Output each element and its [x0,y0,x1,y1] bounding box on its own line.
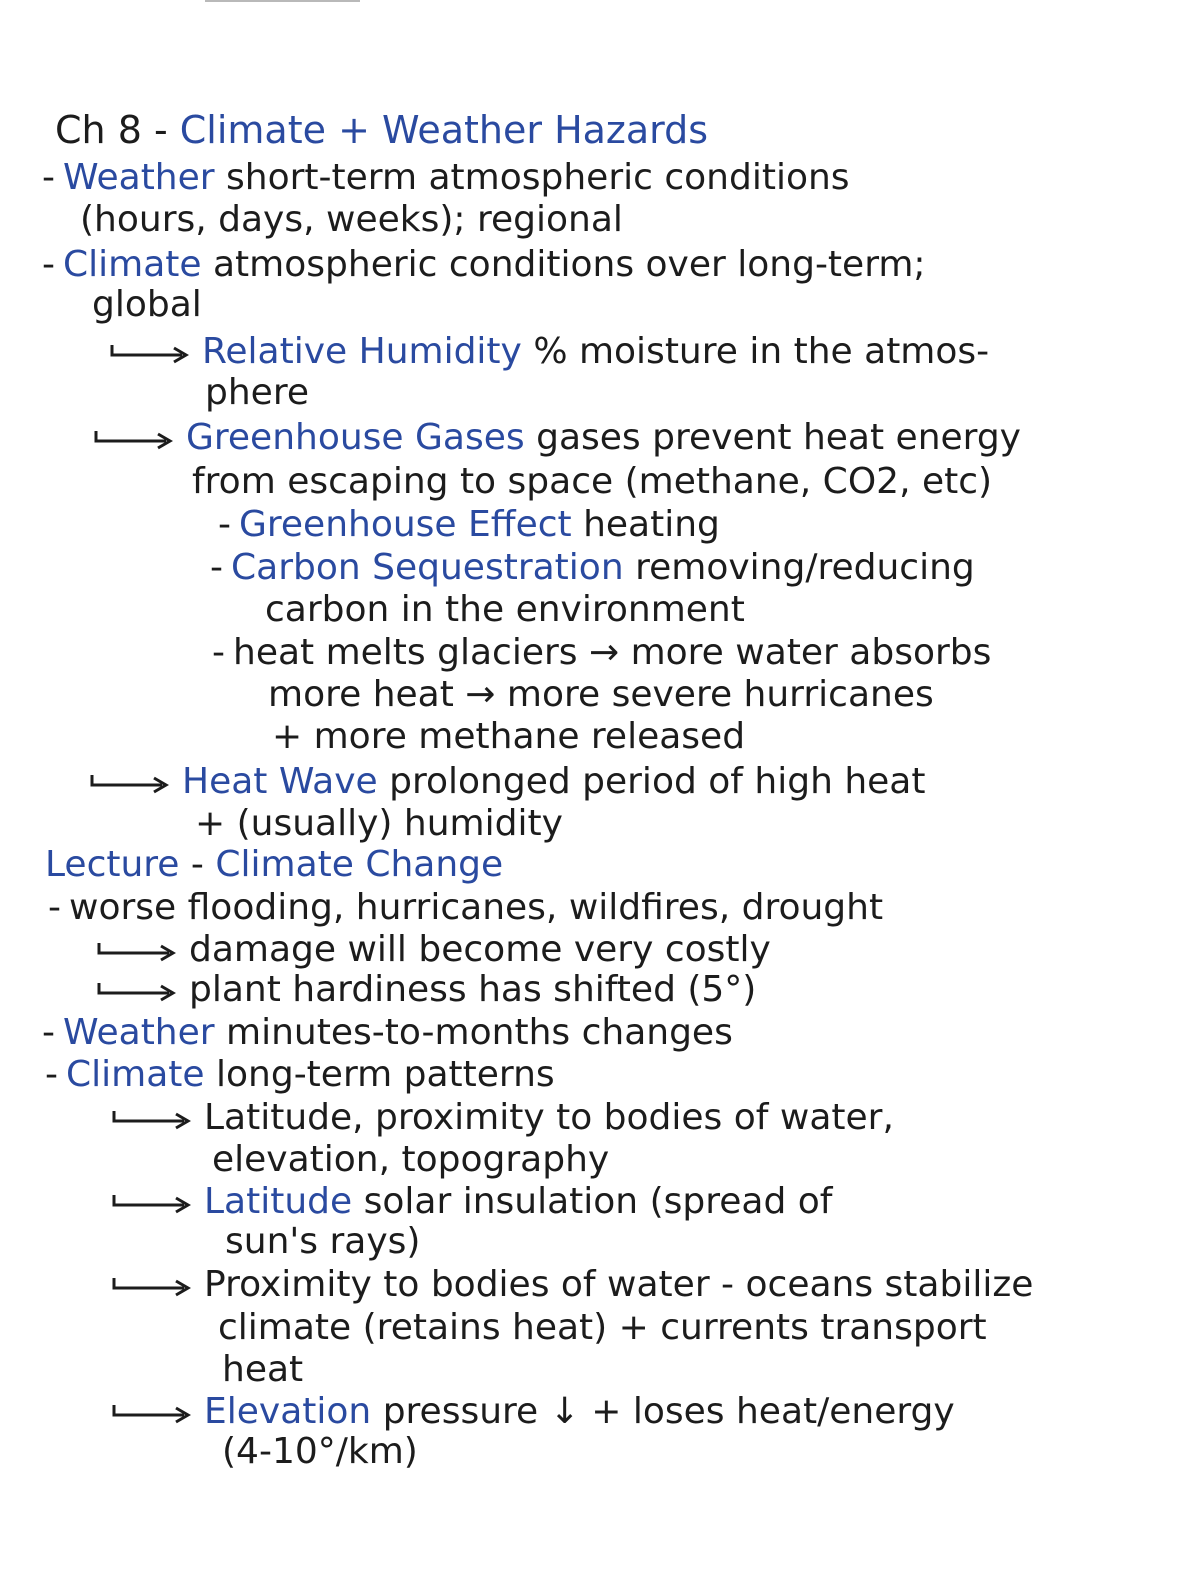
definition-text: + more methane released [272,716,746,757]
term-elevation: Elevation [204,1391,372,1432]
definition-text: carbon in the environment [265,589,745,630]
definition-text: Proximity to bodies of water - oceans stabilize [204,1264,1034,1305]
note-line [195,804,563,844]
note-line [95,970,756,1010]
note-line [222,1350,303,1390]
hooked-right-arrow-icon [108,332,192,372]
note-line [45,1055,555,1095]
term-greenhouse-gases: Greenhouse Gases [186,417,525,458]
definition-text: (4-10°/km) [222,1431,418,1472]
dash-bullet: - [42,244,55,285]
definition-text: climate (retains heat) + currents transport [218,1307,987,1348]
note-line [92,285,202,325]
note-line [218,505,720,545]
lecture-label: Lecture [45,844,180,885]
title-prefix: Ch 8 - [55,108,168,152]
note-line [268,675,934,715]
note-line [42,245,926,285]
title-text: Climate + Weather Hazards [179,108,709,152]
definition-text: elevation, topography [212,1139,610,1180]
note-line [95,930,771,970]
term-heat-wave: Heat Wave [182,761,378,802]
definition-text: long-term patterns [216,1054,555,1095]
definition-text: global [92,284,202,325]
term-greenhouse-effect: Greenhouse Effect [239,504,572,545]
lecture-heading [45,845,503,885]
definition-text: damage will become very costly [189,929,771,970]
definition-text: from escaping to space (methane, CO2, etc) [192,461,993,502]
note-line [212,633,991,673]
note-line [88,762,925,802]
term-climate: Climate [63,244,202,285]
lecture-separator: - [190,844,204,885]
dash-bullet: - [210,547,223,588]
definition-text: plant hardiness has shifted (5°) [189,969,757,1010]
note-line [225,1222,420,1262]
definition-text: heat [222,1349,304,1390]
note-line [218,1308,987,1348]
page-title [55,110,708,150]
definition-text: % moisture in the atmos- [533,331,990,372]
hooked-right-arrow-icon [95,970,179,1010]
dash-bullet: - [48,887,61,928]
hooked-right-arrow-icon [92,418,176,458]
definition-text: more heat → more severe hurricanes [268,674,934,715]
definition-text: atmospheric conditions over long-term; [213,244,926,285]
note-line [212,1140,609,1180]
hooked-right-arrow-icon [95,930,179,970]
definition-text: heat melts glaciers → more water absorbs [233,632,992,673]
definition-text: minutes-to-months changes [226,1012,733,1053]
note-line [205,373,309,413]
dash-bullet: - [212,632,225,673]
note-line [110,1265,1033,1305]
dash-bullet: - [45,1054,58,1095]
definition-text: phere [205,372,309,413]
definition-text: worse flooding, hurricanes, wildfires, drought [69,887,884,928]
definition-text: solar insulation (spread of [363,1181,833,1222]
hooked-right-arrow-icon [88,762,172,802]
dash-bullet: - [42,1012,55,1053]
term-latitude: Latitude [204,1181,353,1222]
term-relative-humidity: Relative Humidity [202,331,522,372]
definition-text: removing/reducing [635,547,975,588]
note-line [92,418,1021,458]
note-line [42,1013,733,1053]
dash-bullet: - [218,504,231,545]
definition-text: Latitude, proximity to bodies of water, [204,1097,894,1138]
definition-text: prolonged period of high heat [389,761,926,802]
note-line [42,158,850,198]
note-line [80,200,623,240]
term-weather: Weather [63,1012,215,1053]
note-line [110,1098,894,1138]
note-line [265,590,745,630]
hooked-right-arrow-icon [110,1265,194,1305]
hooked-right-arrow-icon [110,1098,194,1138]
hooked-right-arrow-icon [110,1182,194,1222]
definition-text: (hours, days, weeks); regional [80,199,623,240]
note-line [110,1392,955,1432]
term-carbon-sequestration: Carbon Sequestration [231,547,624,588]
definition-text: + (usually) humidity [195,803,563,844]
note-line [272,717,745,757]
definition-text: heating [583,504,720,545]
note-line [108,332,989,372]
note-line [210,548,975,588]
term-weather: Weather [63,157,215,198]
hooked-right-arrow-icon [110,1392,194,1432]
note-line [222,1432,418,1472]
note-line [110,1182,832,1222]
note-line [192,462,992,502]
definition-text: sun's rays) [225,1221,421,1262]
term-climate: Climate [66,1054,205,1095]
definition-text: short-term atmospheric conditions [226,157,850,198]
dash-bullet: - [42,157,55,198]
note-line [48,888,883,928]
page-edge-mark [205,0,360,2]
definition-text: pressure ↓ + loses heat/energy [382,1391,955,1432]
definition-text: gases prevent heat energy [536,417,1021,458]
lecture-topic: Climate Change [215,844,504,885]
